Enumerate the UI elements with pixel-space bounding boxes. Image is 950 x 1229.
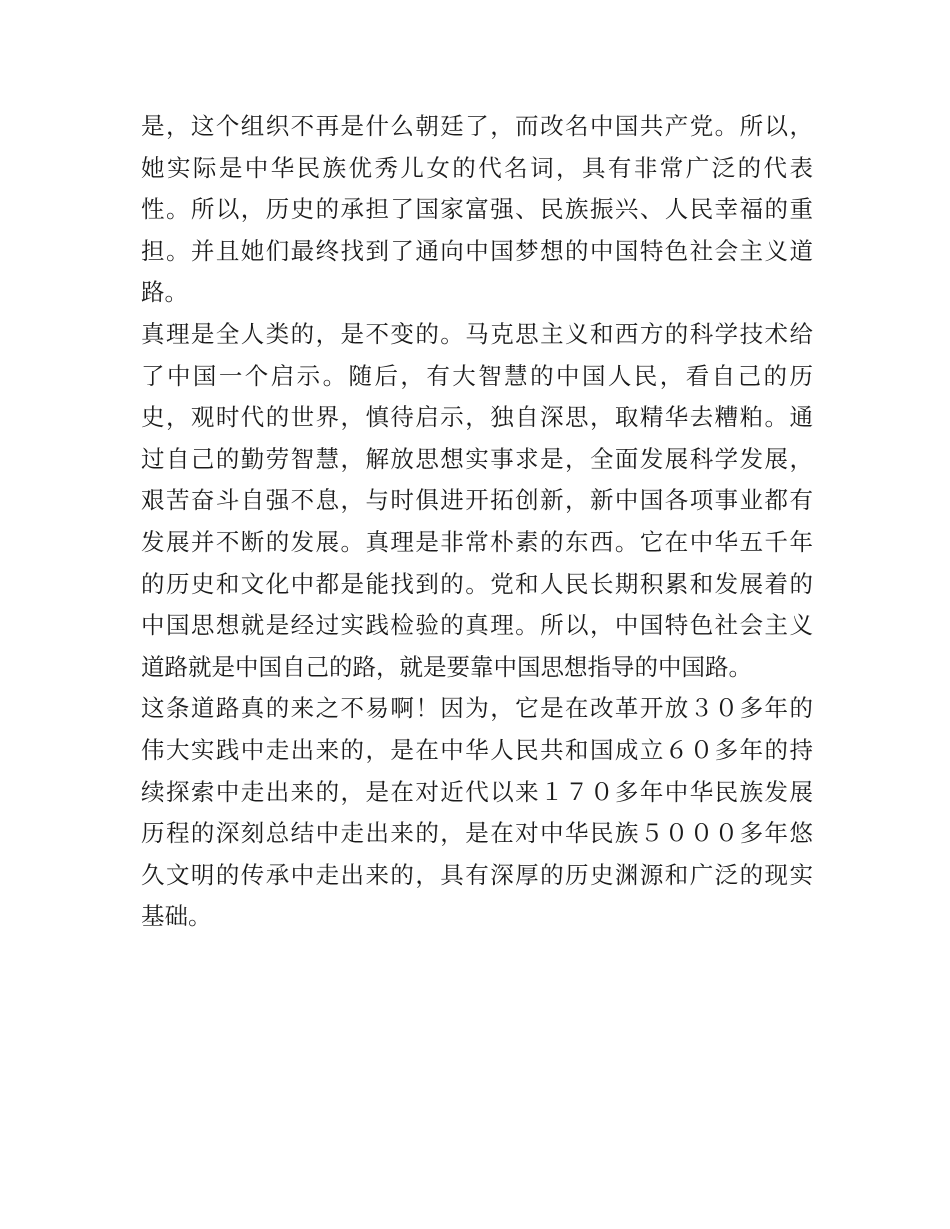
text-line: 真理是全人类的，是不变的。马克思主义和西方的科学技术给 xyxy=(141,319,813,348)
text-line: 担。并且她们最终找到了通向中国梦想的中国特色社会主义道 xyxy=(141,236,813,265)
paragraph xyxy=(141,106,813,314)
text-line: 中国思想就是经过实践检验的真理。所以，中国特色社会主义 xyxy=(141,611,813,640)
paragraph xyxy=(141,314,813,688)
text-line: 了中国一个启示。随后，有大智慧的中国人民，看自己的历 xyxy=(141,361,813,390)
text-line: 过自己的勤劳智慧，解放思想实事求是，全面发展科学发展， xyxy=(141,444,813,473)
text-line: 史，观时代的世界，慎待启示，独自深思，取精华去糟粕。通 xyxy=(141,403,813,432)
text-line: 性。所以，历史的承担了国家富强、民族振兴、人民幸福的重 xyxy=(141,195,813,224)
text-line: 久文明的传承中走出来的，具有深厚的历史渊源和广泛的现实 xyxy=(141,860,813,889)
text-line: 伟大实践中走出来的，是在中华人民共和国成立６０多年的持 xyxy=(141,735,813,764)
text-line: 道路就是中国自己的路，就是要靠中国思想指导的中国路。 xyxy=(141,652,752,681)
text-line: 艰苦奋斗自强不息，与时俱进开拓创新，新中国各项事业都有 xyxy=(141,486,813,515)
text-line: 的历史和文化中都是能找到的。党和人民长期积累和发展着的 xyxy=(141,569,813,598)
text-line: 路。 xyxy=(141,278,188,307)
text-line: 续探索中走出来的，是在对近代以来１７０多年中华民族发展 xyxy=(141,777,813,806)
text-line: 历程的深刻总结中走出来的，是在对中华民族５０００多年悠 xyxy=(141,819,813,848)
document-body xyxy=(141,106,813,938)
text-line: 发展并不断的发展。真理是非常朴素的东西。它在中华五千年 xyxy=(141,527,813,556)
text-line: 这条道路真的来之不易啊！因为，它是在改革开放３０多年的 xyxy=(141,694,813,723)
text-line: 基础。 xyxy=(141,902,212,931)
text-line: 她实际是中华民族优秀儿女的代名词，具有非常广泛的代表 xyxy=(141,153,813,182)
paragraph xyxy=(141,688,813,938)
text-line: 是，这个组织不再是什么朝廷了，而改名中国共产党。所以， xyxy=(141,112,813,140)
